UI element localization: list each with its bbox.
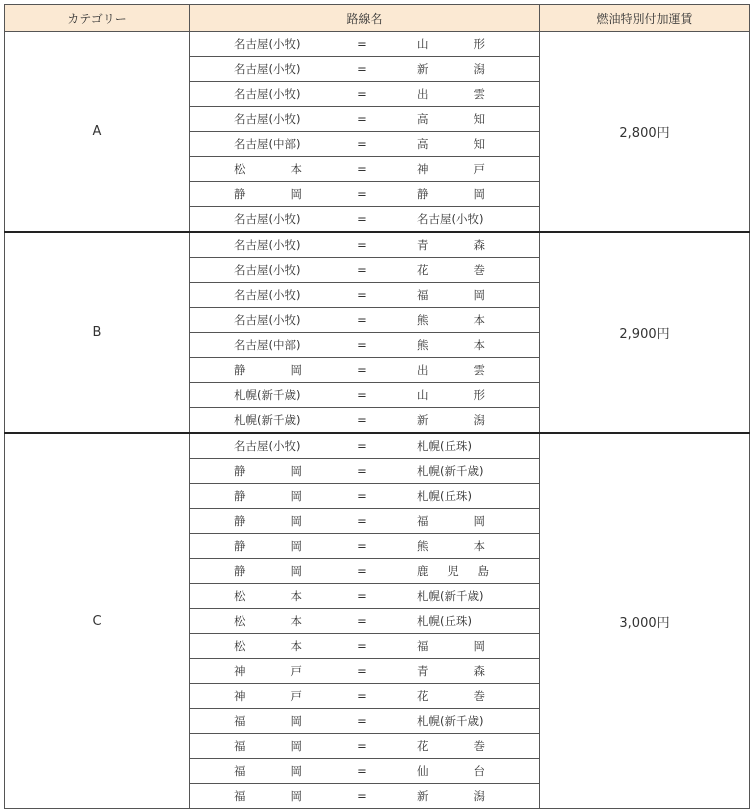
route-origin: 名古屋(小牧) [234, 62, 301, 76]
route-destination: 出 雲 [417, 363, 485, 377]
route-separator: = [357, 212, 367, 226]
route-separator: = [357, 388, 367, 402]
route-cell [190, 82, 540, 107]
route-origin: 神 戸 [234, 689, 302, 703]
route-origin: 静 岡 [234, 363, 302, 377]
route-origin: 名古屋(小牧) [234, 439, 301, 453]
route-destination: 花 巻 [417, 689, 485, 703]
fuel-surcharge-table [4, 4, 750, 809]
table-body [5, 32, 750, 809]
category-cell: A [5, 32, 190, 233]
route-origin: 静 岡 [234, 514, 302, 528]
route-cell [190, 684, 540, 709]
route-separator: = [357, 564, 367, 578]
route-cell [190, 784, 540, 809]
route-destination: 新 潟 [417, 789, 485, 803]
route-origin: 松 本 [234, 639, 302, 653]
route-separator: = [357, 439, 367, 453]
route-origin: 名古屋(小牧) [234, 263, 301, 277]
route-destination: 福 岡 [417, 288, 485, 302]
route-destination: 札幌(丘珠) [417, 614, 472, 628]
route-cell [190, 634, 540, 659]
route-destination: 福 岡 [417, 514, 485, 528]
route-separator: = [357, 614, 367, 628]
surcharge-cell: 2,900円 [540, 232, 750, 433]
route-destination: 花 巻 [417, 739, 485, 753]
route-origin: 静 岡 [234, 564, 302, 578]
route-separator: = [357, 664, 367, 678]
route-separator: = [357, 539, 367, 553]
route-separator: = [357, 764, 367, 778]
route-destination: 札幌(新千歳) [417, 464, 484, 478]
route-separator: = [357, 238, 367, 252]
route-cell [190, 207, 540, 233]
route-destination: 熊 本 [417, 539, 485, 553]
route-separator: = [357, 112, 367, 126]
route-cell [190, 534, 540, 559]
route-separator: = [357, 739, 367, 753]
route-destination: 新 潟 [417, 413, 485, 427]
route-cell [190, 32, 540, 57]
route-cell [190, 132, 540, 157]
route-cell [190, 57, 540, 82]
route-cell [190, 433, 540, 459]
route-separator: = [357, 413, 367, 427]
route-cell [190, 559, 540, 584]
route-destination: 札幌(新千歳) [417, 714, 484, 728]
route-origin: 松 本 [234, 589, 302, 603]
route-cell [190, 659, 540, 684]
route-destination: 青 森 [417, 664, 485, 678]
route-origin: 名古屋(小牧) [234, 313, 301, 327]
route-origin: 福 岡 [234, 739, 302, 753]
route-origin: 静 岡 [234, 187, 302, 201]
route-origin: 名古屋(小牧) [234, 87, 301, 101]
route-cell [190, 232, 540, 258]
route-destination: 名古屋(小牧) [417, 212, 484, 226]
route-separator: = [357, 589, 367, 603]
route-cell [190, 709, 540, 734]
route-cell [190, 759, 540, 784]
table-row [5, 32, 750, 57]
header-surcharge: 燃油特別付加運賃 [540, 5, 750, 32]
route-destination: 札幌(新千歳) [417, 589, 484, 603]
route-separator: = [357, 62, 367, 76]
route-origin: 名古屋(小牧) [234, 288, 301, 302]
route-origin: 札幌(新千歳) [234, 413, 301, 427]
route-separator: = [357, 87, 367, 101]
route-separator: = [357, 639, 367, 653]
route-cell [190, 484, 540, 509]
route-cell [190, 509, 540, 534]
route-origin: 札幌(新千歳) [234, 388, 301, 402]
route-separator: = [357, 263, 367, 277]
route-separator: = [357, 313, 367, 327]
route-cell [190, 734, 540, 759]
route-destination: 熊 本 [417, 338, 485, 352]
surcharge-cell: 3,000円 [540, 433, 750, 809]
route-origin: 福 岡 [234, 764, 302, 778]
route-origin: 名古屋(中部) [234, 137, 301, 151]
route-cell [190, 584, 540, 609]
header-category: カテゴリー [5, 5, 190, 32]
route-destination: 仙 台 [417, 764, 485, 778]
route-separator: = [357, 789, 367, 803]
surcharge-cell: 2,800円 [540, 32, 750, 233]
route-separator: = [357, 162, 367, 176]
route-cell [190, 157, 540, 182]
route-separator: = [357, 689, 367, 703]
route-cell [190, 609, 540, 634]
route-destination: 札幌(丘珠) [417, 439, 472, 453]
route-destination: 新 潟 [417, 62, 485, 76]
route-separator: = [357, 489, 367, 503]
header-route: 路線名 [190, 5, 540, 32]
route-destination: 花 巻 [417, 263, 485, 277]
route-origin: 静 岡 [234, 539, 302, 553]
route-destination: 鹿 児 島 [417, 564, 489, 578]
header-row [5, 5, 750, 32]
route-origin: 名古屋(中部) [234, 338, 301, 352]
route-cell [190, 308, 540, 333]
route-destination: 山 形 [417, 388, 485, 402]
route-cell [190, 358, 540, 383]
route-separator: = [357, 363, 367, 377]
route-origin: 福 岡 [234, 789, 302, 803]
table-row [5, 232, 750, 258]
route-origin: 松 本 [234, 162, 302, 176]
route-origin: 名古屋(小牧) [234, 238, 301, 252]
route-cell [190, 182, 540, 207]
route-separator: = [357, 464, 367, 478]
route-separator: = [357, 137, 367, 151]
route-origin: 松 本 [234, 614, 302, 628]
route-cell [190, 459, 540, 484]
route-origin: 静 岡 [234, 464, 302, 478]
route-cell [190, 107, 540, 132]
route-separator: = [357, 288, 367, 302]
route-origin: 静 岡 [234, 489, 302, 503]
route-destination: 札幌(丘珠) [417, 489, 472, 503]
route-origin: 神 戸 [234, 664, 302, 678]
table-row [5, 433, 750, 459]
route-origin: 名古屋(小牧) [234, 37, 301, 51]
route-separator: = [357, 37, 367, 51]
route-destination: 高 知 [417, 137, 485, 151]
route-destination: 福 岡 [417, 639, 485, 653]
route-origin: 名古屋(小牧) [234, 212, 301, 226]
route-cell [190, 283, 540, 308]
route-destination: 山 形 [417, 37, 485, 51]
route-destination: 神 戸 [417, 162, 485, 176]
category-cell: B [5, 232, 190, 433]
route-origin: 名古屋(小牧) [234, 112, 301, 126]
route-separator: = [357, 714, 367, 728]
route-destination: 高 知 [417, 112, 485, 126]
route-origin: 福 岡 [234, 714, 302, 728]
route-cell [190, 408, 540, 434]
route-separator: = [357, 514, 367, 528]
route-destination: 静 岡 [417, 187, 485, 201]
route-separator: = [357, 338, 367, 352]
route-cell [190, 383, 540, 408]
route-cell [190, 258, 540, 283]
category-cell: C [5, 433, 190, 809]
route-destination: 出 雲 [417, 87, 485, 101]
route-cell [190, 333, 540, 358]
route-destination: 青 森 [417, 238, 485, 252]
route-separator: = [357, 187, 367, 201]
route-destination: 熊 本 [417, 313, 485, 327]
